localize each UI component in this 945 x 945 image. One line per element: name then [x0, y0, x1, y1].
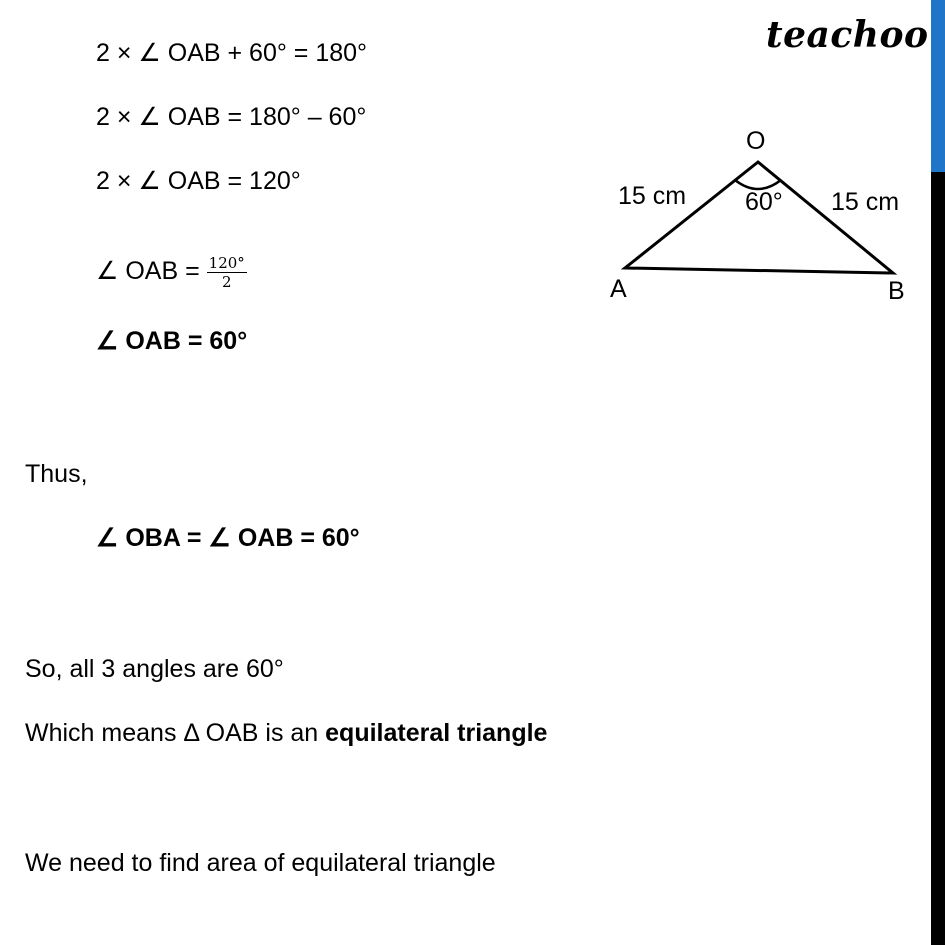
conclusion-bold: equilateral triangle — [325, 719, 548, 747]
next-step: We need to find area of equilateral triangle — [25, 849, 496, 877]
fraction-denominator: 2 — [221, 272, 232, 291]
vertex-o-label: O — [746, 127, 766, 155]
side-ob-label: 15 cm — [831, 188, 900, 216]
step-1: 2 × ∠ OAB + 60° = 180° — [96, 39, 368, 67]
vertex-a-label: A — [610, 275, 627, 303]
teachoo-logo: teachoo — [766, 14, 929, 56]
conclusion-angles: So, all 3 angles are 60° — [25, 655, 284, 683]
conclusion-equilateral — [25, 718, 547, 748]
fraction-prefix: ∠ OAB = — [96, 257, 200, 285]
triangle-oab — [625, 162, 893, 273]
thus-label: Thus, — [25, 460, 88, 488]
conclusion-prefix: Which means Δ OAB is an — [25, 719, 319, 747]
result-oab: ∠ OAB = 60° — [96, 327, 248, 355]
side-oa-label: 15 cm — [618, 182, 687, 210]
scrollbar-thumb[interactable] — [931, 0, 945, 172]
result-oba: ∠ OBA = ∠ OAB = 60° — [96, 524, 360, 552]
vertex-b-label: B — [888, 277, 905, 305]
triangle-diagram — [600, 120, 920, 310]
step-3: 2 × ∠ OAB = 120° — [96, 167, 301, 195]
angle-label: 60° — [745, 188, 783, 216]
fraction-step — [96, 243, 247, 299]
fraction — [207, 254, 247, 291]
fraction-numerator: 120° — [208, 253, 245, 272]
step-2: 2 × ∠ OAB = 180° – 60° — [96, 103, 367, 131]
